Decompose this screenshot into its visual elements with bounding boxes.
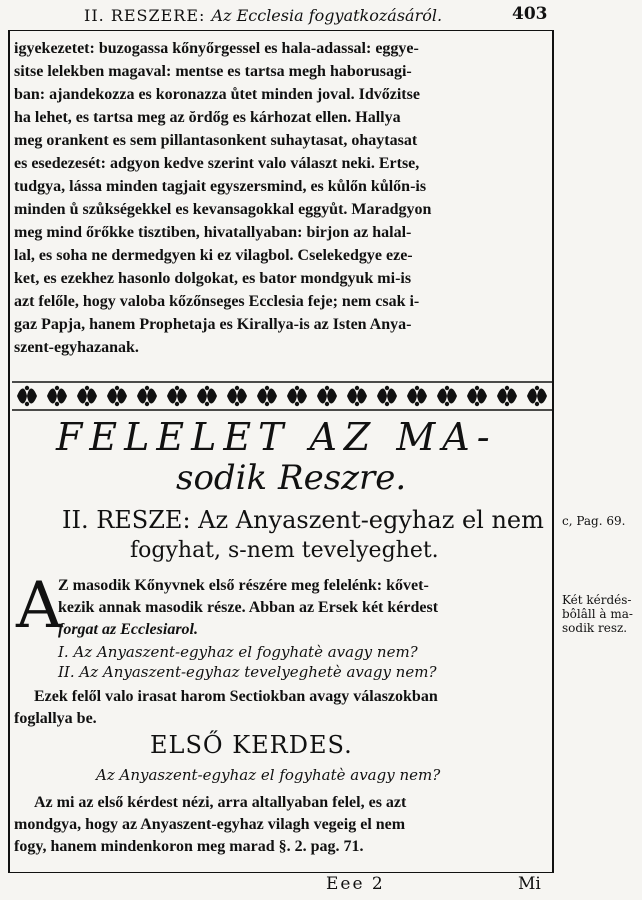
intro-line: forgat az Ecclesiarol. (58, 621, 198, 638)
section-title-line-1: II. RESZE: Az Anyaszent-egyhaz el nem (62, 506, 544, 534)
fleuron-ornament (77, 386, 97, 406)
fleuron-ornament (407, 386, 427, 406)
heading-sodik: sodik Reszre. (176, 458, 407, 498)
ornament-band (12, 380, 552, 412)
fleuron-ornament (47, 386, 67, 406)
fleuron-ornament (227, 386, 247, 406)
body-line: sitse lelekben magaval: mentse es tartsa megh haborusagi- (14, 63, 412, 80)
margin-note-line: Két kérdés- (562, 593, 632, 607)
margin-note-pag: c, Pag. 69. (562, 514, 626, 528)
heading-felelet: FELELET AZ MA- (56, 415, 497, 459)
body-line: es esedezesét: adgyon kedve szerint valo választ neki. Ertse, (14, 155, 420, 172)
body-line: azt felőle, hogy valoba kőzőnseges Ecclesia feje; nem csak i- (14, 293, 420, 310)
running-head-subject: Az Ecclesia fogyatkozásáról. (211, 6, 443, 25)
fleuron-ornament (497, 386, 517, 406)
fleuron-ornament (467, 386, 487, 406)
body-line: szent-egyhazanak. (14, 339, 139, 356)
fleuron-ornament (167, 386, 187, 406)
margin-note-line: sodik resz. (562, 621, 628, 635)
footer (0, 870, 642, 900)
question-2: II. Az Anyaszent-egyhaz tevelyeghetè avagy nem? (58, 663, 437, 681)
intro-line: Z masodik Kőnyvnek első részére meg felelénk: kővet- (58, 577, 429, 594)
fleuron-ornament (287, 386, 307, 406)
fleuron-ornament (377, 386, 397, 406)
body-line: igyekezetet: buzogassa kőnyőrgessel es hala-adassal: eggye- (14, 40, 419, 57)
fleuron-ornament (107, 386, 127, 406)
page-number: 403 (512, 4, 548, 24)
running-head-title (84, 6, 442, 25)
fleuron-ornament (137, 386, 157, 406)
question-1: I. Az Anyaszent-egyhaz el fogyhatè avagy nem? (58, 643, 418, 661)
heading-elso-kerdes: ELSŐ KERDES. (150, 731, 353, 759)
summary-line: Ezek felől valo irasat harom Sectiokban avagy válaszokban (34, 688, 438, 705)
fleuron-ornament (17, 386, 37, 406)
body-line: lal, es soha ne dermedgyen ki ez vilagbol. Cselekedgye eze- (14, 247, 413, 264)
fleuron-ornament (527, 386, 547, 406)
catchword: Mi (518, 874, 541, 894)
body-line: ket, es ezekhez hasonlo dolgokat, es bator mondgyuk mi-is (14, 270, 412, 287)
body-line: meg mind őrőkke tisztiben, hivatallyaban: birjon az halal- (14, 224, 412, 241)
body-line: meg orankent es sem pillantasonkent suhaytasat, ohaytasat (14, 132, 418, 149)
body-line: ban: ajandekozza es koronazza ůtet minden joval. Idvőzitse (14, 86, 420, 103)
body-line: minden ů szůkségekkel es kevansagokkal eggyůt. Maradgyon (14, 201, 432, 218)
margin-note-line: bôlâll à ma- (562, 607, 633, 621)
running-head-section: II. RESZERE: (84, 6, 206, 25)
signature-mark: Eee 2 (326, 874, 385, 894)
running-head (0, 0, 642, 30)
section-title-line-2: fogyhat, s-nem tevelyeghet. (130, 538, 439, 563)
intro-line: kezik annak masodik része. Abban az Ersek két kérdest (58, 599, 439, 616)
fleuron-ornament (347, 386, 367, 406)
closing-line: Az mi az első kérdest nézi, arra altallyaban felel, es azt (34, 794, 407, 811)
first-question: Az Anyaszent-egyhaz el fogyhatè avagy nem? (96, 766, 441, 784)
fleuron-ornament (437, 386, 457, 406)
drop-cap: A (16, 569, 63, 643)
closing-line: mondgya, hogy az Anyaszent-egyhaz vilagh vegeig el nem (14, 816, 406, 833)
fleuron-ornament (257, 386, 277, 406)
fleuron-ornament (197, 386, 217, 406)
body-line: gaz Papja, hanem Prophetaja es Kirallya-is az Isten Anya- (14, 316, 412, 333)
closing-line: fogy, hanem mindenkoron meg marad §. 2. pag. 71. (14, 838, 364, 855)
fleuron-ornament (317, 386, 337, 406)
body-line: tudgya, lássa minden tagjait egyszersmind, es kůlőn kůlőn-is (14, 178, 427, 195)
body-line: ha lehet, es tartsa meg az ŏrdőg es kárhozat ellen. Hallya (14, 109, 401, 126)
summary-line: foglallya be. (14, 710, 97, 727)
